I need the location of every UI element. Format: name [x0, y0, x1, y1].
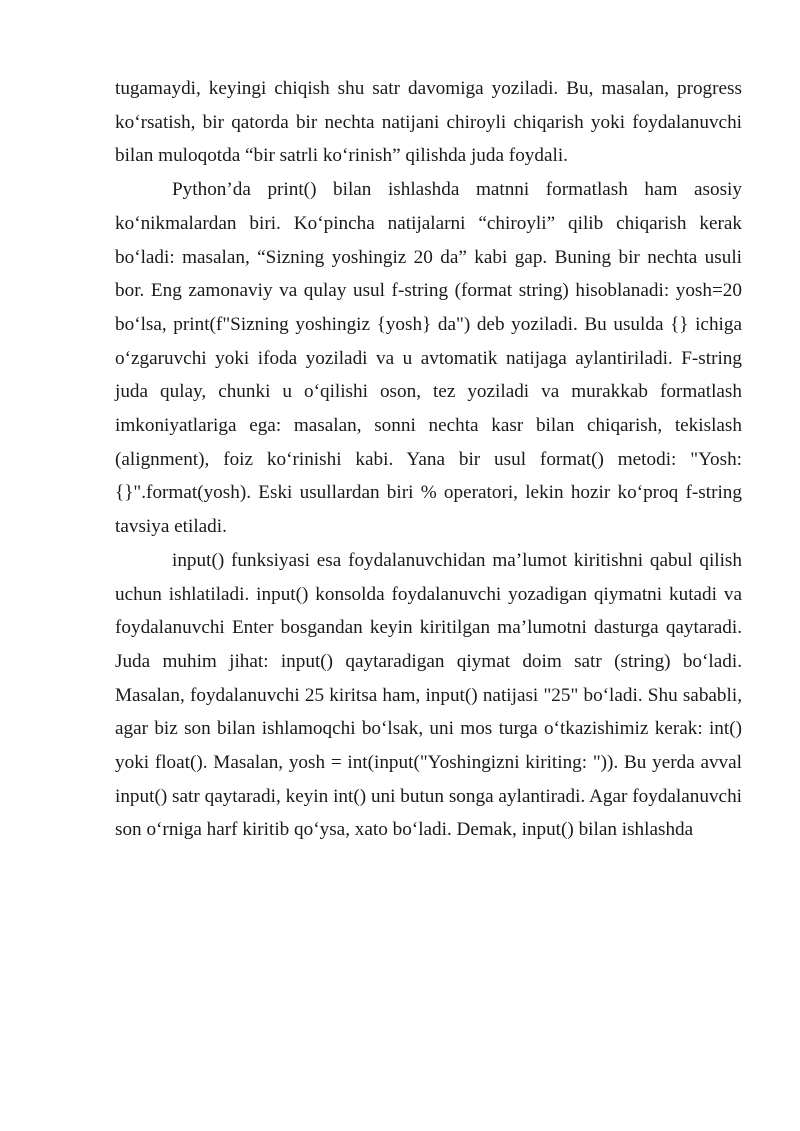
paragraph-1: tugamaydi, keyingi chiqish shu satr davomiga yoziladi. Bu, masalan, progress koʻrsatish, bir qatorda bir nechta natijani chiroyli chiqarish yoki foydalanuvchi bilan muloqotda “bir satrli koʻrinish” qilishda juda foydali. — [115, 78, 742, 167]
paragraph-3: input() funksiyasi esa foydalanuvchidan ma’lumot kiritishni qabul qilish uchun ishlatiladi. input() konsolda foydalanuvchi yozadigan qiymatni kutadi va foydalanuvchi Enter bosgandan keyin kiritilgan ma’lumotni dasturga qaytaradi. Juda muhim jihat: input() qaytaradigan qiymat doim satr (string) boʻladi. Masalan, foydalanuvchi 25 kiritsa ham, input() natijasi "25" boʻladi. Shu sababli, agar biz son bilan ishlamoqchi boʻlsak, uni mos turga oʻtkazishimiz kerak: int() yoki float(). Masalan, yosh = int(input("Yoshingizni kiriting: ")). Bu yerda avval input() satr qaytaradi, keyin int() uni butun songa aylantiradi. Agar foydalanuvchi son oʻrniga harf kiritib qoʻysa, xato boʻladi. Demak, input() bilan ishlashda — [115, 549, 742, 841]
paragraph-2: Python’da print() bilan ishlashda matnni formatlash ham asosiy koʻnikmalardan biri. Koʻpincha natijalarni “chiroyli” qilib chiqarish kerak boʻladi: masalan, “Sizning yoshingiz 20 da” kabi gap. Buning bir nechta usuli bor. Eng zamonaviy va qulay usul f-string (format string) hisoblanadi: yosh=20 boʻlsa, print(f"Sizning yoshingiz {yosh} da") deb yoziladi. Bu usulda {} ichiga oʻzgaruvchi yoki ifoda yoziladi va u avtomatik natijaga aylantiriladi. F-string juda qulay, chunki u oʻqilishi oson, tez yoziladi va murakkab formatlash imkoniyatlariga ega: masalan, sonni nechta kasr bilan chiqarish, tekislash (alignment), foiz koʻrinishi kabi. Yana bir usul format() metodi: "Yosh: {}".format(yosh). Eski usullardan biri % operatori, lekin hozir koʻproq f-string tavsiya etiladi. — [115, 179, 742, 538]
document-page — [115, 72, 742, 847]
